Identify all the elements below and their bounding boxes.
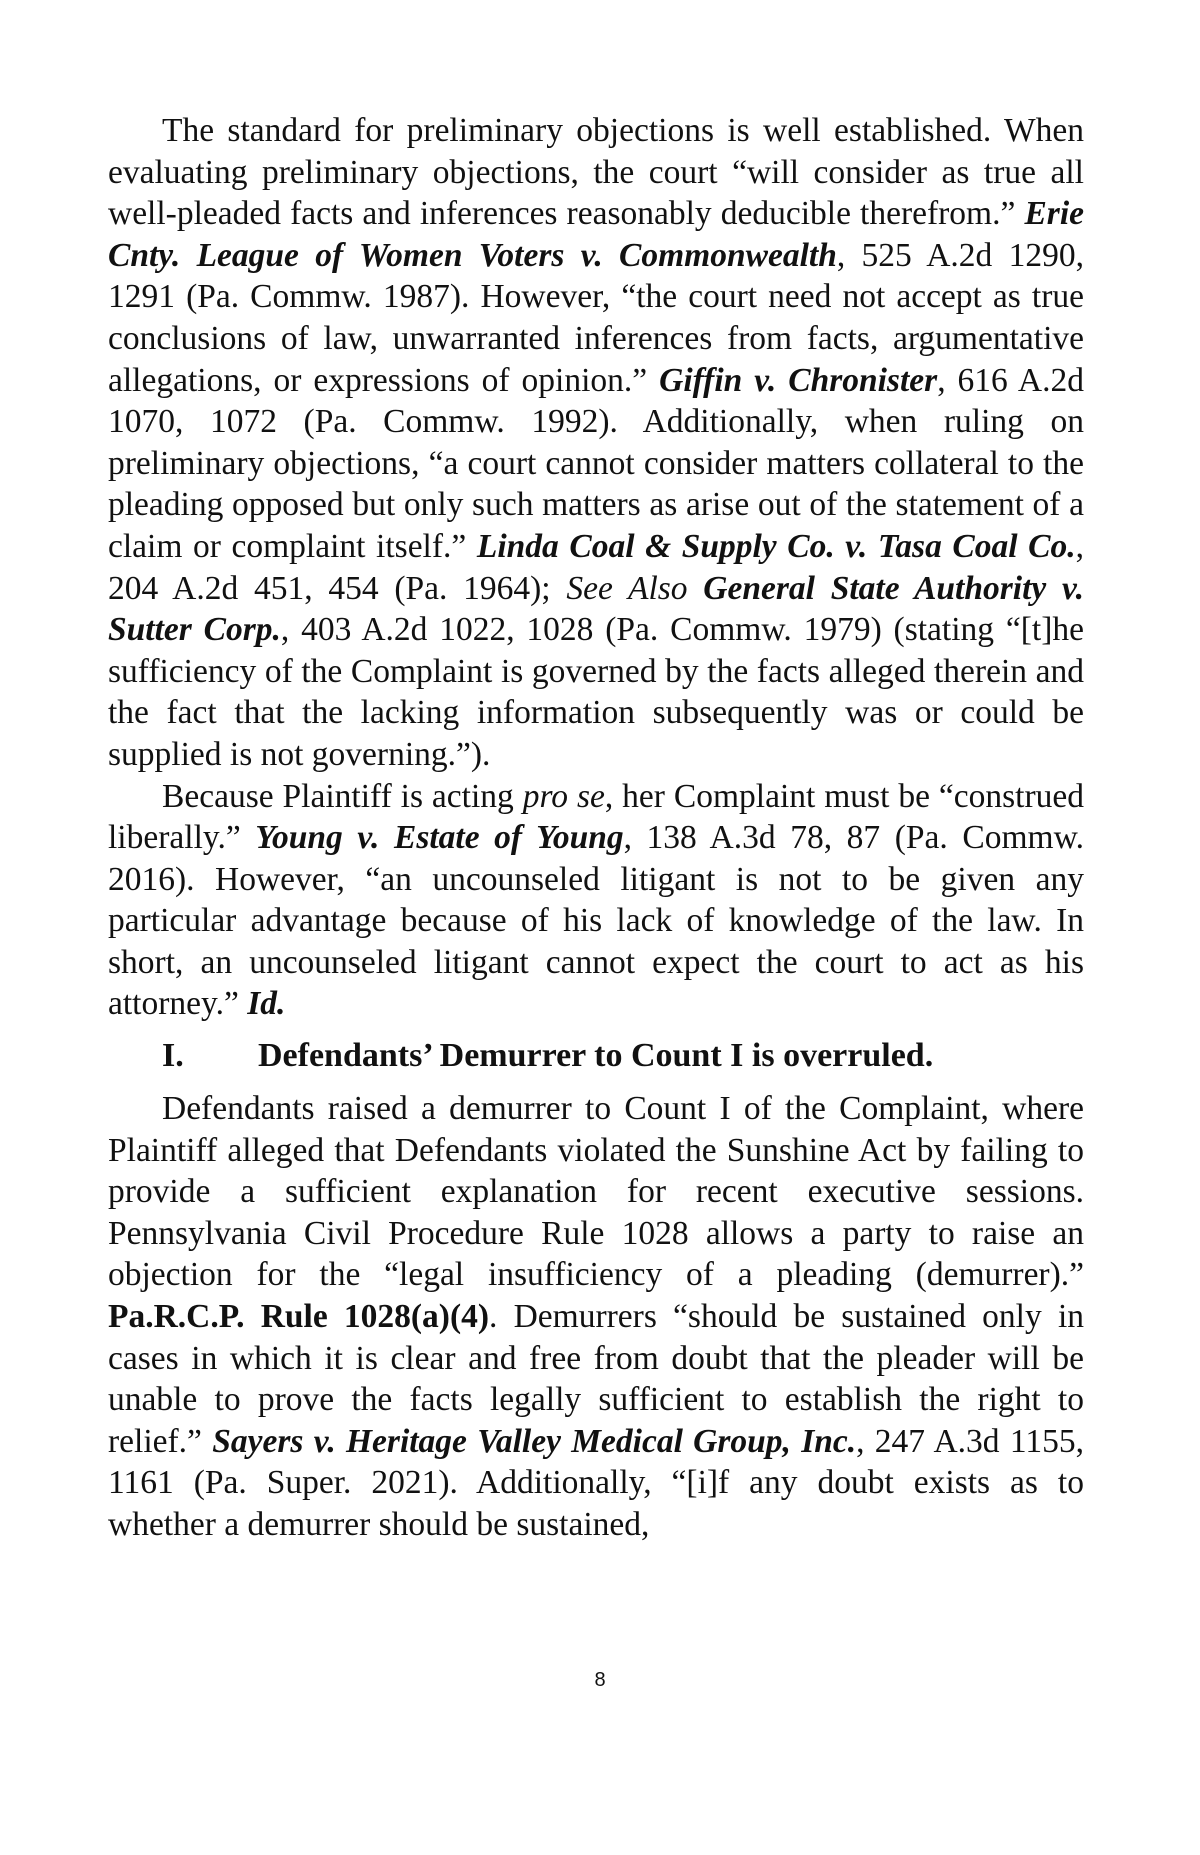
case-citation: Giffin v. Chronister [659,361,938,399]
paragraph-text [688,570,704,607]
paragraph-text: , 403 A.2d 1022, 1028 (Pa. Commw. 1979) (stating “[t]he sufficiency of the Complaint is governed by the facts alleged therein and the fact that the lacking information subsequently was or could be supplied is not governing.”). [108,611,1084,773]
document-body [108,110,1084,1546]
paragraph-text: The standard for preliminary objections is well established. When evaluating preliminary objections, the court “will consider as true all well-pleaded facts and inferences reasonably deducible therefrom.” [108,112,1084,233]
case-citation: Erie Cnty. League of Women Voters v. Commonwealth [108,195,1084,274]
paragraph-text: , 204 A.2d 451, 454 (Pa. 1964); [108,527,1084,607]
latin-term: pro se [522,777,605,815]
case-citation: Sayers v. Heritage Valley Medical Group, Inc. [212,1422,857,1460]
paragraph-text: , 525 A.2d 1290, 1291 (Pa. Commw. 1987). However, “the court need not accept as true conclusions of law, unwarranted inferences from facts, argumentative allegations, or expressions of opinion.” [108,236,1084,399]
section-number: I. [162,1037,184,1075]
page-number: 8 [594,1669,606,1691]
paragraph-text: , 247 A.3d 1155, 1161 (Pa. Super. 2021). Additionally, “[i]f any doubt exists as to whether a demurrer should be sustained, [108,1422,1084,1543]
paragraph-text: , 138 A.3d 78, 87 (Pa. Commw. 2016). However, “an uncounseled litigant is not to be given any particular advantage because of his lack of knowledge of the law. In short, an uncounseled litigant cannot expect the court to act as his attorney.” [108,819,1084,1023]
paragraph-text: . Demurrers “should be sustained only in cases in which it is clear and free from doubt that the pleader will be unable to prove the facts legally sufficient to establish the right to relief.” [108,1298,1085,1460]
paragraph-demurrer [108,1088,1084,1546]
section-heading [108,1034,1084,1078]
case-citation: General State Authority v. Sutter Corp. [108,569,1085,649]
paragraph-text: , 616 A.2d 1070, 1072 (Pa. Commw. 1992). Additionally, when ruling on preliminary objections, “a court cannot consider matters collateral to the pleading opposed but only such matters as arise out of the statement of a claim or complaint itself.” [108,361,1084,565]
paragraph-text: , her Complaint must be “construed liberally.” [108,777,1084,857]
case-citation: Id. [247,985,286,1023]
rule-citation: Pa.R.C.P. Rule 1028(a)(4) [108,1298,490,1336]
case-citation: Linda Coal & Supply Co. v. Tasa Coal Co. [476,527,1076,565]
paragraph-pro-se [108,776,1084,1026]
paragraph-text: Defendants raised a demurrer to Count I of the Complaint, where Plaintiff alleged that Defendants violated the Sunshine Act by failing to provide a sufficient explanation for recent executive sessions. Pennsylvania Civil Procedure Rule 1028 allows a party to raise an objection for the “legal insufficiency of a pleading (demurrer).” [108,1090,1084,1294]
citation-signal: See Also [566,569,688,607]
paragraph-standard-of-review [108,110,1084,776]
section-title: Defendants’ Demurrer to Count I is overruled. [258,1037,934,1075]
case-citation: Young v. Estate of Young [255,819,624,857]
paragraph-text: Because Plaintiff is acting [162,777,523,815]
